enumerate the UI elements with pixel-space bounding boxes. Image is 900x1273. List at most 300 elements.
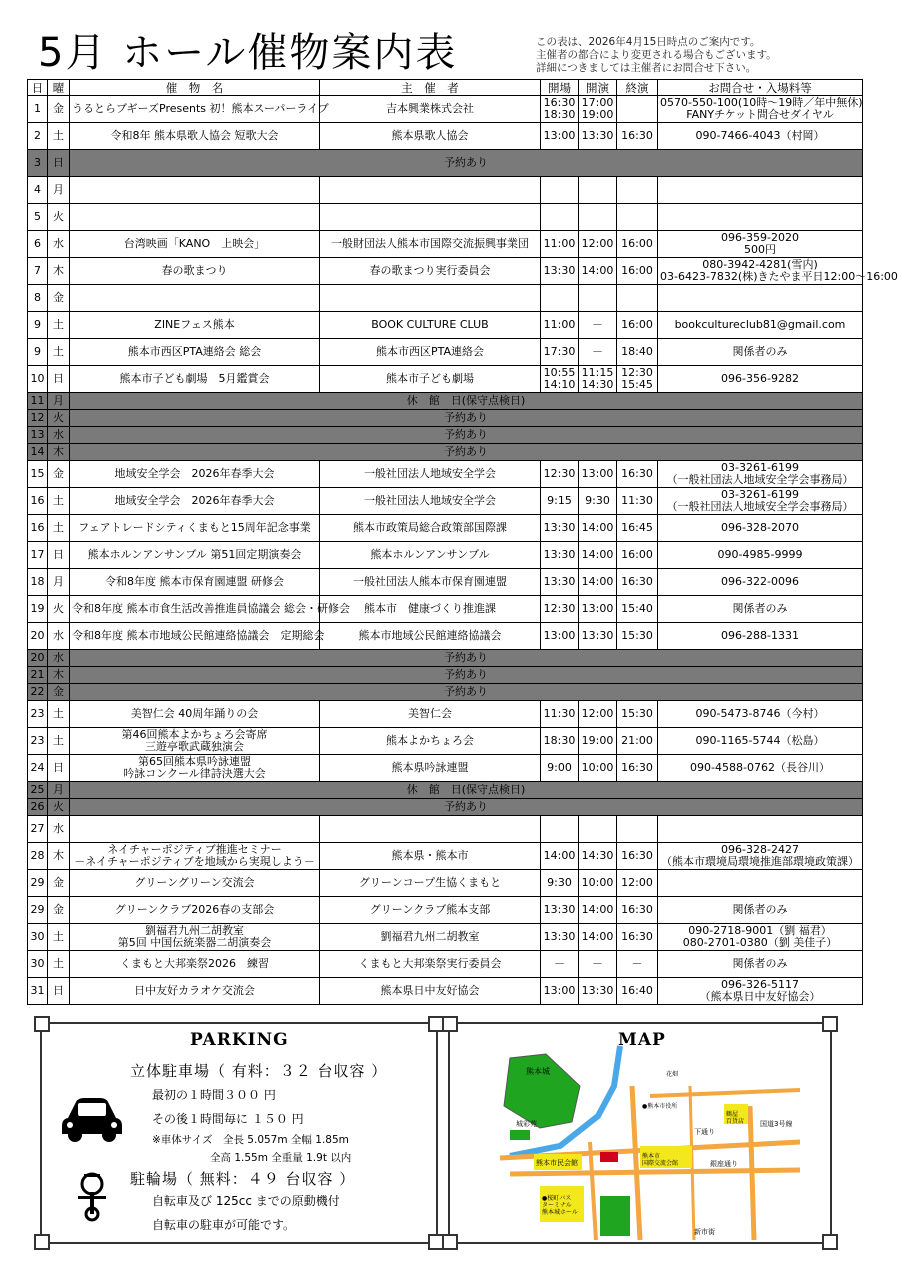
day-cell: 18 <box>28 569 48 596</box>
reserved-cell: 予約あり <box>70 410 863 427</box>
event-cell: グリーンクラブ2026春の支部会 <box>70 897 320 924</box>
dow-cell: 火 <box>48 410 70 427</box>
table-row <box>28 285 863 312</box>
day-cell: 23 <box>28 728 48 755</box>
end-time-cell: 15:30 <box>617 623 658 650</box>
dow-cell: 土 <box>48 339 70 366</box>
dow-cell: 火 <box>48 596 70 623</box>
table-row <box>28 461 863 488</box>
event-cell: うるとらブギーズPresents 初！熊本スーパーライブ <box>70 96 320 123</box>
bicycle-lot-label: 駐輪場（ 無料：４９ 台収容 ） <box>130 1170 356 1188</box>
table-row <box>28 569 863 596</box>
dow-cell: 日 <box>48 755 70 782</box>
event-cell: 熊本市西区PTA連絡会 総会 <box>70 339 320 366</box>
organizer-cell: 吉本興業株式会社 <box>320 96 541 123</box>
open-time-cell: － <box>541 951 579 978</box>
end-time-cell <box>617 96 658 123</box>
dow-cell: 木 <box>48 843 70 870</box>
table-row <box>28 924 863 951</box>
end-time-cell: 16:40 <box>617 978 658 1005</box>
parking-lot-label: 立体駐車場（ 有料：３２ 台収容 ） <box>130 1062 388 1080</box>
event-cell: 令和8年度 熊本市保育園連盟 研修会 <box>70 569 320 596</box>
day-cell: 8 <box>28 285 48 312</box>
reserved-cell: 予約あり <box>70 444 863 461</box>
start-time-cell: 14:00 <box>579 897 617 924</box>
start-time-cell <box>579 285 617 312</box>
contact-cell <box>658 204 863 231</box>
dow-cell: 水 <box>48 427 70 444</box>
end-time-cell <box>617 204 658 231</box>
end-time-cell: 21:00 <box>617 728 658 755</box>
organizer-cell: 熊本県・熊本市 <box>320 843 541 870</box>
day-cell: 5 <box>28 204 48 231</box>
contact-cell: 0570-550-100(10時～19時／年中無休) FANYチケット問合せダイヤル <box>658 96 863 123</box>
bicycle-info-2: 自転車の駐車が可能です。 <box>152 1218 296 1232</box>
start-time-cell <box>579 177 617 204</box>
dow-cell: 木 <box>48 258 70 285</box>
reserved-cell: 休 館 日(保守点検日) <box>70 393 863 410</box>
start-time-cell: 13:30 <box>579 978 617 1005</box>
open-time-cell: 17:30 <box>541 339 579 366</box>
col-dow: 曜 <box>48 80 70 96</box>
event-cell: 熊本ホルンアンサンブル 第51回定期演奏会 <box>70 542 320 569</box>
contact-cell: 090-4588-0762（長谷川） <box>658 755 863 782</box>
reserved-cell: 予約あり <box>70 150 863 177</box>
open-time-cell <box>541 816 579 843</box>
start-time-cell: 14:30 <box>579 843 617 870</box>
end-time-cell <box>617 285 658 312</box>
dow-cell: 土 <box>48 701 70 728</box>
end-time-cell: 16:00 <box>617 312 658 339</box>
open-time-cell: 9:30 <box>541 870 579 897</box>
table-row <box>28 667 863 684</box>
day-cell: 9 <box>28 312 48 339</box>
dow-cell: 土 <box>48 515 70 542</box>
contact-cell: 090-4985-9999 <box>658 542 863 569</box>
frame-corner <box>822 1016 838 1032</box>
organizer-cell: 熊本県歌人協会 <box>320 123 541 150</box>
event-cell: くまもと大邦楽祭2026 練習 <box>70 951 320 978</box>
table-row <box>28 870 863 897</box>
open-time-cell: 12:30 <box>541 596 579 623</box>
organizer-cell: グリーンコープ生協くまもと <box>320 870 541 897</box>
organizer-cell: 一般社団法人熊本市保育園連盟 <box>320 569 541 596</box>
map-hanabata-label: 花畑 <box>666 1071 679 1078</box>
dow-cell: 土 <box>48 924 70 951</box>
day-cell: 13 <box>28 427 48 444</box>
contact-cell: 関係者のみ <box>658 339 863 366</box>
event-cell: ネイチャーポジティブ推進セミナー －ネイチャーポジティブを地域から実現しよう－ <box>70 843 320 870</box>
start-time-cell: 19:00 <box>579 728 617 755</box>
day-cell: 19 <box>28 596 48 623</box>
bicycle-info: 自転車及び 125cc までの原動機付 <box>152 1194 340 1208</box>
start-time-cell: － <box>579 339 617 366</box>
table-row <box>28 488 863 515</box>
end-time-cell: 16:30 <box>617 924 658 951</box>
day-cell: 25 <box>28 782 48 799</box>
notice-line: 詳細につきましては主催者にお問合せ下さい。 <box>536 62 757 74</box>
frame-corner <box>34 1016 50 1032</box>
start-time-cell: 13:30 <box>579 623 617 650</box>
table-row <box>28 177 863 204</box>
organizer-cell: くまもと大邦楽祭実行委員会 <box>320 951 541 978</box>
organizer-cell: 劉福君九州二胡教室 <box>320 924 541 951</box>
table-row <box>28 755 863 782</box>
dow-cell: 土 <box>48 123 70 150</box>
event-cell: ZINEフェス熊本 <box>70 312 320 339</box>
day-cell: 12 <box>28 410 48 427</box>
start-time-cell <box>579 204 617 231</box>
day-cell: 4 <box>28 177 48 204</box>
organizer-cell: 一般財団法人熊本市国際交流振興事業団 <box>320 231 541 258</box>
open-time-cell <box>541 285 579 312</box>
event-cell <box>70 204 320 231</box>
day-cell: 22 <box>28 684 48 701</box>
event-cell <box>70 816 320 843</box>
dow-cell: 月 <box>48 569 70 596</box>
notice <box>536 36 777 75</box>
start-time-cell: 13:30 <box>579 123 617 150</box>
open-time-cell <box>541 204 579 231</box>
organizer-cell: 熊本県日中友好協会 <box>320 978 541 1005</box>
end-time-cell: 18:40 <box>617 339 658 366</box>
contact-cell <box>658 285 863 312</box>
event-cell: 美智仁会 40周年踊りの会 <box>70 701 320 728</box>
reserved-cell: 予約あり <box>70 667 863 684</box>
day-cell: 30 <box>28 924 48 951</box>
contact-cell: 096-288-1331 <box>658 623 863 650</box>
end-time-cell: 16:30 <box>617 843 658 870</box>
dow-cell: 月 <box>48 177 70 204</box>
table-row <box>28 515 863 542</box>
event-cell: 第65回熊本県吟詠連盟 吟詠コンクール律詩決選大会 <box>70 755 320 782</box>
dow-cell: 日 <box>48 978 70 1005</box>
organizer-cell <box>320 816 541 843</box>
area-map <box>480 1046 810 1240</box>
table-row <box>28 650 863 667</box>
dow-cell: 土 <box>48 728 70 755</box>
reserved-cell: 予約あり <box>70 650 863 667</box>
day-cell: 29 <box>28 870 48 897</box>
day-cell: 14 <box>28 444 48 461</box>
reserved-cell: 休 館 日(保守点検日) <box>70 782 863 799</box>
open-time-cell: 11:00 <box>541 231 579 258</box>
organizer-cell <box>320 285 541 312</box>
day-cell: 17 <box>28 542 48 569</box>
organizer-cell: 熊本市西区PTA連絡会 <box>320 339 541 366</box>
organizer-cell <box>320 204 541 231</box>
event-cell: 日中友好カラオケ交流会 <box>70 978 320 1005</box>
parking-title: PARKING <box>190 1030 289 1050</box>
day-cell: 28 <box>28 843 48 870</box>
table-row <box>28 339 863 366</box>
open-time-cell: 13:30 <box>541 897 579 924</box>
table-row <box>28 843 863 870</box>
contact-cell <box>658 177 863 204</box>
open-time-cell: 11:30 <box>541 701 579 728</box>
dow-cell: 日 <box>48 150 70 177</box>
map-shimo-label: 下通り <box>694 1128 715 1136</box>
contact-cell: 関係者のみ <box>658 596 863 623</box>
map-shinshigai-label: 新市街 <box>694 1228 715 1236</box>
day-cell: 20 <box>28 650 48 667</box>
event-cell: 令和8年 熊本県歌人協会 短歌大会 <box>70 123 320 150</box>
table-row <box>28 623 863 650</box>
organizer-cell: 熊本市子ども劇場 <box>320 366 541 393</box>
open-time-cell: 10:55 14:10 <box>541 366 579 393</box>
dow-cell: 土 <box>48 312 70 339</box>
reserved-cell: 予約あり <box>70 427 863 444</box>
col-day: 日 <box>28 80 48 96</box>
open-time-cell: 13:30 <box>541 258 579 285</box>
contact-cell <box>658 816 863 843</box>
map-josaien-label: 城彩苑 <box>516 1120 537 1128</box>
map-cityhall-label: ●熊本市役所 <box>642 1103 678 1110</box>
dow-cell: 金 <box>48 96 70 123</box>
day-cell: 10 <box>28 366 48 393</box>
event-cell: 春の歌まつり <box>70 258 320 285</box>
col-contact: お問合せ・入場料等 <box>658 80 863 96</box>
open-time-cell: 13:30 <box>541 924 579 951</box>
table-row <box>28 393 863 410</box>
end-time-cell: 12:00 <box>617 870 658 897</box>
end-time-cell: 12:30 15:45 <box>617 366 658 393</box>
contact-cell: 096-359-2020 500円 <box>658 231 863 258</box>
notice-line: この表は、2026年4月15日時点のご案内です。 <box>536 36 761 48</box>
table-row <box>28 897 863 924</box>
event-cell: フェアトレードシティくまもと15周年記念事業 <box>70 515 320 542</box>
table-row <box>28 410 863 427</box>
map-title: MAP <box>618 1030 666 1050</box>
table-row <box>28 231 863 258</box>
contact-cell: 096-356-9282 <box>658 366 863 393</box>
table-row <box>28 782 863 799</box>
event-cell: グリーングリーン交流会 <box>70 870 320 897</box>
dow-cell: 水 <box>48 231 70 258</box>
open-time-cell: 9:00 <box>541 755 579 782</box>
open-time-cell: 16:30 18:30 <box>541 96 579 123</box>
start-time-cell: 9:30 <box>579 488 617 515</box>
dow-cell: 金 <box>48 684 70 701</box>
contact-cell: 096-328-2070 <box>658 515 863 542</box>
reserved-cell: 予約あり <box>70 684 863 701</box>
contact-cell <box>658 870 863 897</box>
parking-size: ※車体サイズ 全長 5.057m 全幅 1.85m <box>152 1134 349 1146</box>
contact-cell: 090-5473-8746（今村） <box>658 701 863 728</box>
start-time-cell <box>579 816 617 843</box>
map-kokusai-label: 熊本市国際交流会館 <box>642 1153 679 1167</box>
open-time-cell: 12:30 <box>541 461 579 488</box>
table-row <box>28 444 863 461</box>
day-cell: 15 <box>28 461 48 488</box>
table-row <box>28 799 863 816</box>
dow-cell: 月 <box>48 393 70 410</box>
col-end: 終演 <box>617 80 658 96</box>
open-time-cell: 13:30 <box>541 569 579 596</box>
event-cell <box>70 285 320 312</box>
day-cell: 11 <box>28 393 48 410</box>
end-time-cell: 16:30 <box>617 569 658 596</box>
organizer-cell: 熊本市地域公民館連絡協議会 <box>320 623 541 650</box>
day-cell: 31 <box>28 978 48 1005</box>
day-cell: 24 <box>28 755 48 782</box>
event-cell: 台湾映画「KANO 上映会」 <box>70 231 320 258</box>
day-cell: 23 <box>28 701 48 728</box>
contact-cell: bookcultureclub81@gmail.com <box>658 312 863 339</box>
frame-corner <box>34 1234 50 1250</box>
contact-cell: 090-2718-9001（劉 福君） 080-2701-0380（劉 美佳子） <box>658 924 863 951</box>
frame-corner <box>442 1016 458 1032</box>
contact-cell: 03-3261-6199 （一般社団法人地域安全学会事務局） <box>658 488 863 515</box>
dow-cell: 日 <box>48 542 70 569</box>
car-icon <box>60 1094 124 1144</box>
contact-cell: 関係者のみ <box>658 951 863 978</box>
end-time-cell: 16:30 <box>617 461 658 488</box>
day-cell: 9 <box>28 339 48 366</box>
dow-cell: 土 <box>48 951 70 978</box>
event-cell: 地域安全学会 2026年春季大会 <box>70 488 320 515</box>
start-time-cell: － <box>579 951 617 978</box>
organizer-cell: 熊本県吟詠連盟 <box>320 755 541 782</box>
contact-cell: 関係者のみ <box>658 897 863 924</box>
start-time-cell: － <box>579 312 617 339</box>
day-cell: 6 <box>28 231 48 258</box>
dow-cell: 土 <box>48 488 70 515</box>
dow-cell: 木 <box>48 667 70 684</box>
open-time-cell: 11:00 <box>541 312 579 339</box>
start-time-cell: 11:15 14:30 <box>579 366 617 393</box>
start-time-cell: 10:00 <box>579 870 617 897</box>
end-time-cell: 16:00 <box>617 231 658 258</box>
end-time-cell: 16:30 <box>617 755 658 782</box>
table-row <box>28 816 863 843</box>
day-cell: 29 <box>28 897 48 924</box>
dow-cell: 金 <box>48 897 70 924</box>
organizer-cell: 熊本ホルンアンサンブル <box>320 542 541 569</box>
day-cell: 26 <box>28 799 48 816</box>
end-time-cell: 16:00 <box>617 542 658 569</box>
table-row <box>28 427 863 444</box>
dow-cell: 日 <box>48 366 70 393</box>
col-open: 開場 <box>541 80 579 96</box>
dow-cell: 火 <box>48 799 70 816</box>
start-time-cell: 12:00 <box>579 231 617 258</box>
end-time-cell: 15:30 <box>617 701 658 728</box>
table-row <box>28 150 863 177</box>
frame-corner <box>442 1234 458 1250</box>
map-castle-label: 熊本城 <box>526 1067 550 1076</box>
map-ginza-label: 銀座通り <box>710 1160 738 1168</box>
dow-cell: 水 <box>48 650 70 667</box>
dow-cell: 火 <box>48 204 70 231</box>
start-time-cell: 14:00 <box>579 569 617 596</box>
col-event: 催 物 名 <box>70 80 320 96</box>
start-time-cell: 14:00 <box>579 258 617 285</box>
map-route3-label: 国道3号線 <box>760 1120 793 1128</box>
open-time-cell: 13:30 <box>541 515 579 542</box>
dow-cell: 木 <box>48 444 70 461</box>
open-time-cell: 13:00 <box>541 123 579 150</box>
start-time-cell: 14:00 <box>579 515 617 542</box>
day-cell: 3 <box>28 150 48 177</box>
day-cell: 21 <box>28 667 48 684</box>
table-row <box>28 542 863 569</box>
organizer-cell: 熊本市政策局総合政策部国際課 <box>320 515 541 542</box>
day-cell: 16 <box>28 488 48 515</box>
contact-cell: 03-3261-6199 （一般社団法人地域安全学会事務局） <box>658 461 863 488</box>
start-time-cell: 17:00 19:00 <box>579 96 617 123</box>
frame-corner <box>822 1234 838 1250</box>
day-cell: 16 <box>28 515 48 542</box>
organizer-cell: グリーンクラブ熊本支部 <box>320 897 541 924</box>
open-time-cell: 9:15 <box>541 488 579 515</box>
organizer-cell: 熊本市 健康づくり推進課 <box>320 596 541 623</box>
open-time-cell: 13:00 <box>541 978 579 1005</box>
organizer-cell: 一般社団法人地域安全学会 <box>320 461 541 488</box>
event-cell: 地域安全学会 2026年春季大会 <box>70 461 320 488</box>
dow-cell: 水 <box>48 816 70 843</box>
dow-cell: 金 <box>48 461 70 488</box>
col-start: 開演 <box>579 80 617 96</box>
dow-cell: 水 <box>48 623 70 650</box>
dow-cell: 月 <box>48 782 70 799</box>
day-cell: 30 <box>28 951 48 978</box>
table-row <box>28 312 863 339</box>
reserved-cell: 予約あり <box>70 799 863 816</box>
end-time-cell: 15:40 <box>617 596 658 623</box>
day-cell: 2 <box>28 123 48 150</box>
contact-cell: 096-322-0096 <box>658 569 863 596</box>
event-cell: 熊本市子ども劇場 5月鑑賞会 <box>70 366 320 393</box>
open-time-cell <box>541 177 579 204</box>
end-time-cell: － <box>617 951 658 978</box>
page-title: 5月 ホール催物案内表 <box>38 30 458 76</box>
day-cell: 1 <box>28 96 48 123</box>
map-bus-label: ●桜町バスターミナル熊本城ホール <box>542 1195 578 1216</box>
end-time-cell: 16:30 <box>617 123 658 150</box>
dow-cell: 金 <box>48 870 70 897</box>
day-cell: 7 <box>28 258 48 285</box>
event-cell: 第46回熊本よかちょろ会寄席 三遊亭歌武蔵独演会 <box>70 728 320 755</box>
table-row <box>28 701 863 728</box>
schedule-table <box>27 79 898 1005</box>
table-row <box>28 96 863 123</box>
table-row <box>28 951 863 978</box>
end-time-cell <box>617 177 658 204</box>
day-cell: 27 <box>28 816 48 843</box>
open-time-cell: 13:00 <box>541 623 579 650</box>
table-row <box>28 258 863 285</box>
contact-cell: 096-326-5117 （熊本県日中友好協会） <box>658 978 863 1005</box>
start-time-cell: 14:00 <box>579 924 617 951</box>
contact-cell: 090-1165-5744（松島） <box>658 728 863 755</box>
start-time-cell: 13:00 <box>579 596 617 623</box>
map-shimin-label: 熊本市民会館 <box>536 1159 578 1167</box>
table-row <box>28 596 863 623</box>
event-cell: 令和8年度 熊本市食生活改善推進員協議会 総会・研修会 <box>70 596 320 623</box>
event-cell: 劉福君九州二胡教室 第5回 中国伝統楽器二胡演奏会 <box>70 924 320 951</box>
schedule-body <box>28 96 898 1005</box>
map-panel <box>448 1022 832 1244</box>
parking-panel <box>40 1022 438 1244</box>
day-cell: 20 <box>28 623 48 650</box>
table-row <box>28 728 863 755</box>
table-row <box>28 978 863 1005</box>
end-time-cell <box>617 816 658 843</box>
start-time-cell: 10:00 <box>579 755 617 782</box>
event-cell: 令和8年度 熊本市地域公民館連絡協議会 定期総会 <box>70 623 320 650</box>
parking-size-2: 全高 1.55m 全重量 1.9t 以内 <box>210 1152 352 1164</box>
